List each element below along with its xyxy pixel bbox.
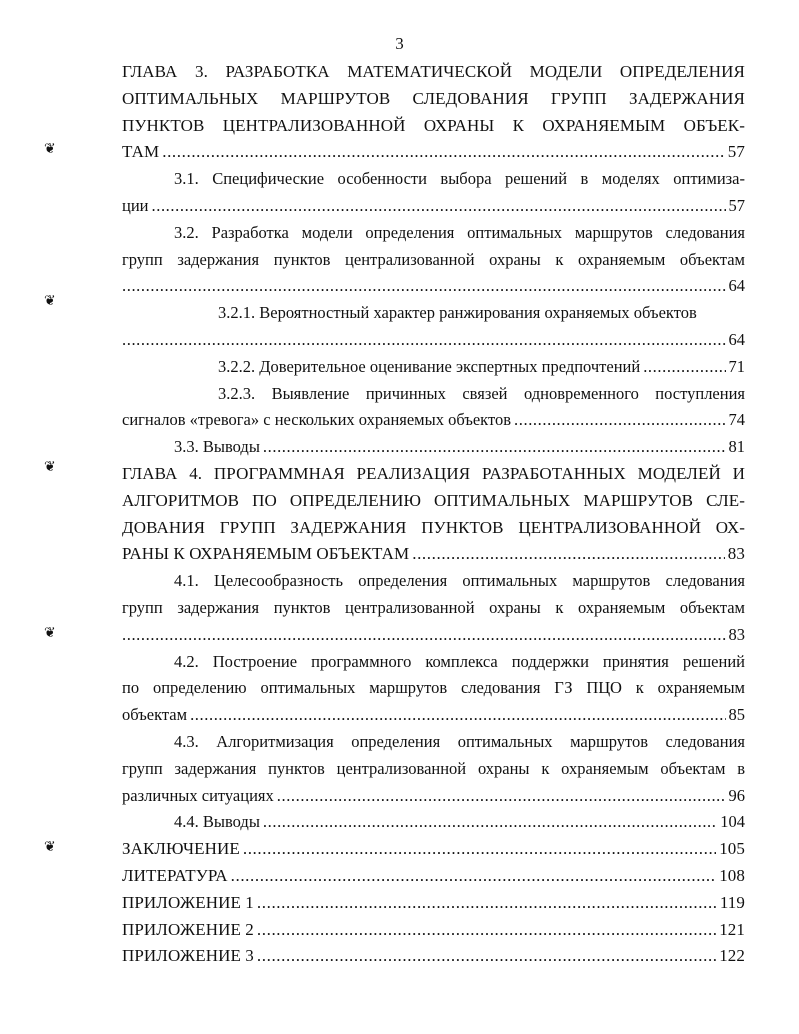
toc-entry-text: ГЛАВА 3. РАЗРАБОТКА МАТЕМАТИЧЕСКОЙ МОДЕЛИ ОПРЕДЕЛЕНИЯ bbox=[122, 62, 745, 81]
page-ref: 108 bbox=[719, 865, 745, 885]
binding-hole-mark: ❦ bbox=[44, 142, 56, 157]
toc-entry-text: ЛИТЕРАТУРА bbox=[122, 865, 228, 885]
toc-entry-text: ЗАКЛЮЧЕНИЕ bbox=[122, 839, 240, 859]
toc-entry-3-1[interactable] bbox=[122, 166, 745, 220]
toc-entry-3-2[interactable] bbox=[122, 220, 745, 300]
toc-entry-text: ОПТИМАЛЬНЫХ МАРШРУТОВ СЛЕДОВАНИЯ ГРУПП ЗАДЕРЖАНИЯ bbox=[122, 88, 745, 108]
dot-leader bbox=[257, 890, 717, 917]
toc-entry-leader-row bbox=[122, 917, 745, 944]
toc-entry-text: АЛГОРИТМОВ ПО ОПРЕДЕЛЕНИЮ ОПТИМАЛЬНЫХ МАРШРУТОВ СЛЕ- bbox=[122, 490, 745, 510]
toc-entry-3-2-3[interactable] bbox=[122, 381, 745, 435]
toc-entry-text: 4.3. Алгоритмизация определения оптимальных маршрутов следования bbox=[174, 731, 745, 751]
toc-entry-text: ПРИЛОЖЕНИЕ 1 bbox=[122, 892, 254, 912]
toc-entry-text: групп задержания пунктов централизованной охраны к охраняемым объектам в bbox=[122, 758, 745, 778]
page-ref: 119 bbox=[719, 892, 745, 912]
toc-entry-text: 4.4. Выводы bbox=[174, 812, 260, 832]
toc-entry-leader-row bbox=[122, 890, 745, 917]
toc-entry-chapter-3[interactable] bbox=[122, 59, 745, 166]
binding-hole-mark: ❦ bbox=[44, 626, 56, 641]
toc-entry-text: групп задержания пунктов централизованной охраны к охраняемым объектам bbox=[122, 249, 745, 269]
toc-entry-leader-row bbox=[122, 541, 745, 568]
toc-entry-appendix-2[interactable] bbox=[122, 917, 745, 944]
toc-entry-text: РАНЫ К ОХРАНЯЕМЫМ ОБЪЕКТАМ bbox=[122, 544, 410, 564]
toc-entry-leader-row bbox=[122, 407, 745, 434]
toc-entry-leader-row bbox=[122, 434, 745, 461]
page-ref: 57 bbox=[728, 195, 745, 215]
dot-leader bbox=[257, 943, 716, 970]
toc-entry-text: объектам bbox=[122, 705, 188, 725]
toc-entry-text: ПРИЛОЖЕНИЕ 3 bbox=[122, 946, 254, 966]
toc-entry-leader-row bbox=[122, 139, 745, 166]
page-ref: 83 bbox=[728, 624, 745, 644]
toc-entry-3-2-1[interactable] bbox=[122, 300, 745, 354]
page-ref: 64 bbox=[728, 276, 745, 296]
toc-entry-leader-row bbox=[122, 809, 745, 836]
toc-entry-text: ГЛАВА 4. ПРОГРАММНАЯ РЕАЛИЗАЦИЯ РАЗРАБОТАННЫХ МОДЕЛЕЙ И bbox=[122, 463, 745, 483]
dot-leader bbox=[122, 273, 726, 300]
toc-entry-leader-row bbox=[122, 273, 745, 300]
dot-leader bbox=[122, 327, 726, 354]
toc-entry-text: ПУНКТОВ ЦЕНТРАЛИЗОВАННОЙ ОХРАНЫ К ОХРАНЯЕМЫМ ОБЪЕК- bbox=[122, 115, 745, 135]
toc-entry-text: ции bbox=[122, 195, 149, 215]
dot-leader bbox=[152, 193, 726, 220]
dot-leader bbox=[190, 702, 725, 729]
toc-entry-4-4[interactable] bbox=[122, 809, 745, 836]
page-number: 3 bbox=[395, 34, 404, 53]
toc-entry-text: ПРИЛОЖЕНИЕ 2 bbox=[122, 919, 254, 939]
toc-entry-leader-row bbox=[122, 622, 745, 649]
toc-entry-conclusion[interactable] bbox=[122, 836, 745, 863]
dot-leader bbox=[277, 783, 726, 810]
toc-entry-text: 3.3. Выводы bbox=[174, 437, 260, 457]
toc-entry-text: сигналов «тревога» с нескольких охраняемых объектов bbox=[122, 410, 512, 430]
toc-entry-text: различных ситуациях bbox=[122, 785, 274, 805]
toc-entry-4-1[interactable] bbox=[122, 568, 745, 648]
table-of-contents bbox=[122, 59, 745, 970]
dot-leader bbox=[162, 139, 725, 166]
toc-entry-text: 3.2.2. Доверительное оценивание экспертных предпочтений bbox=[218, 356, 641, 376]
page-ref: 57 bbox=[727, 142, 745, 162]
binding-hole-mark: ❦ bbox=[44, 294, 56, 309]
toc-entry-text: 3.2.1. Вероятностный характер ранжирования охраняемых объектов bbox=[218, 303, 697, 323]
dot-leader bbox=[412, 541, 725, 568]
toc-entry-3-3[interactable] bbox=[122, 434, 745, 461]
dot-leader bbox=[263, 434, 726, 461]
page-ref: 85 bbox=[728, 705, 745, 725]
toc-entry-text: по определению оптимальных маршрутов следования ГЗ ПЦО к охраняемым bbox=[122, 678, 745, 698]
toc-entry-4-2[interactable] bbox=[122, 649, 745, 729]
toc-entry-leader-row bbox=[122, 354, 745, 381]
dot-leader bbox=[231, 863, 717, 890]
toc-entry-3-2-2[interactable] bbox=[122, 354, 745, 381]
page-ref: 64 bbox=[728, 329, 745, 349]
page-ref: 71 bbox=[728, 356, 745, 376]
toc-entry-text: ТАМ bbox=[122, 142, 160, 162]
toc-entry-text: 3.2. Разработка модели определения оптимальных маршрутов следования bbox=[174, 222, 745, 242]
toc-entry-leader-row bbox=[122, 943, 745, 970]
toc-entry-text: ДОВАНИЯ ГРУПП ЗАДЕРЖАНИЯ ПУНКТОВ ЦЕНТРАЛИЗОВАННОЙ ОХ- bbox=[122, 517, 745, 537]
toc-entry-chapter-4[interactable] bbox=[122, 461, 745, 568]
page-ref: 104 bbox=[720, 812, 745, 832]
page-ref: 81 bbox=[728, 437, 745, 457]
page-ref: 96 bbox=[728, 785, 745, 805]
page-ref: 74 bbox=[728, 410, 745, 430]
toc-entry-leader-row bbox=[122, 783, 745, 810]
dot-leader bbox=[263, 809, 717, 836]
toc-entry-text: 3.2.3. Выявление причинных связей одновременного поступления bbox=[218, 383, 745, 403]
toc-entry-text: 3.1. Специфические особенности выбора решений в моделях оптимиза- bbox=[174, 169, 745, 189]
toc-entry-text: 4.1. Целесообразность определения оптимальных маршрутов следования bbox=[174, 571, 745, 591]
dot-leader bbox=[514, 407, 725, 434]
dot-leader bbox=[243, 836, 716, 863]
toc-entry-text: групп задержания пунктов централизованной охраны к охраняемым объектам bbox=[122, 597, 745, 617]
dot-leader bbox=[122, 622, 726, 649]
toc-entry-leader-row bbox=[122, 327, 745, 354]
toc-entry-leader-row bbox=[122, 702, 745, 729]
dot-leader bbox=[643, 354, 725, 381]
toc-entry-literature[interactable] bbox=[122, 863, 745, 890]
toc-entry-4-3[interactable] bbox=[122, 729, 745, 809]
page-ref: 121 bbox=[719, 919, 745, 939]
dot-leader bbox=[257, 917, 716, 944]
toc-entry-appendix-1[interactable] bbox=[122, 890, 745, 917]
binding-hole-mark: ❦ bbox=[44, 840, 56, 855]
page-ref: 83 bbox=[727, 544, 745, 564]
toc-entry-leader-row bbox=[122, 836, 745, 863]
toc-entry-leader-row bbox=[122, 193, 745, 220]
page-ref: 105 bbox=[719, 839, 745, 859]
toc-entry-leader-row bbox=[122, 863, 745, 890]
page-ref: 122 bbox=[719, 946, 745, 966]
binding-hole-mark: ❦ bbox=[44, 460, 56, 475]
toc-entry-appendix-3[interactable] bbox=[122, 943, 745, 970]
toc-entry-text: 4.2. Построение программного комплекса поддержки принятия решений bbox=[174, 651, 745, 671]
